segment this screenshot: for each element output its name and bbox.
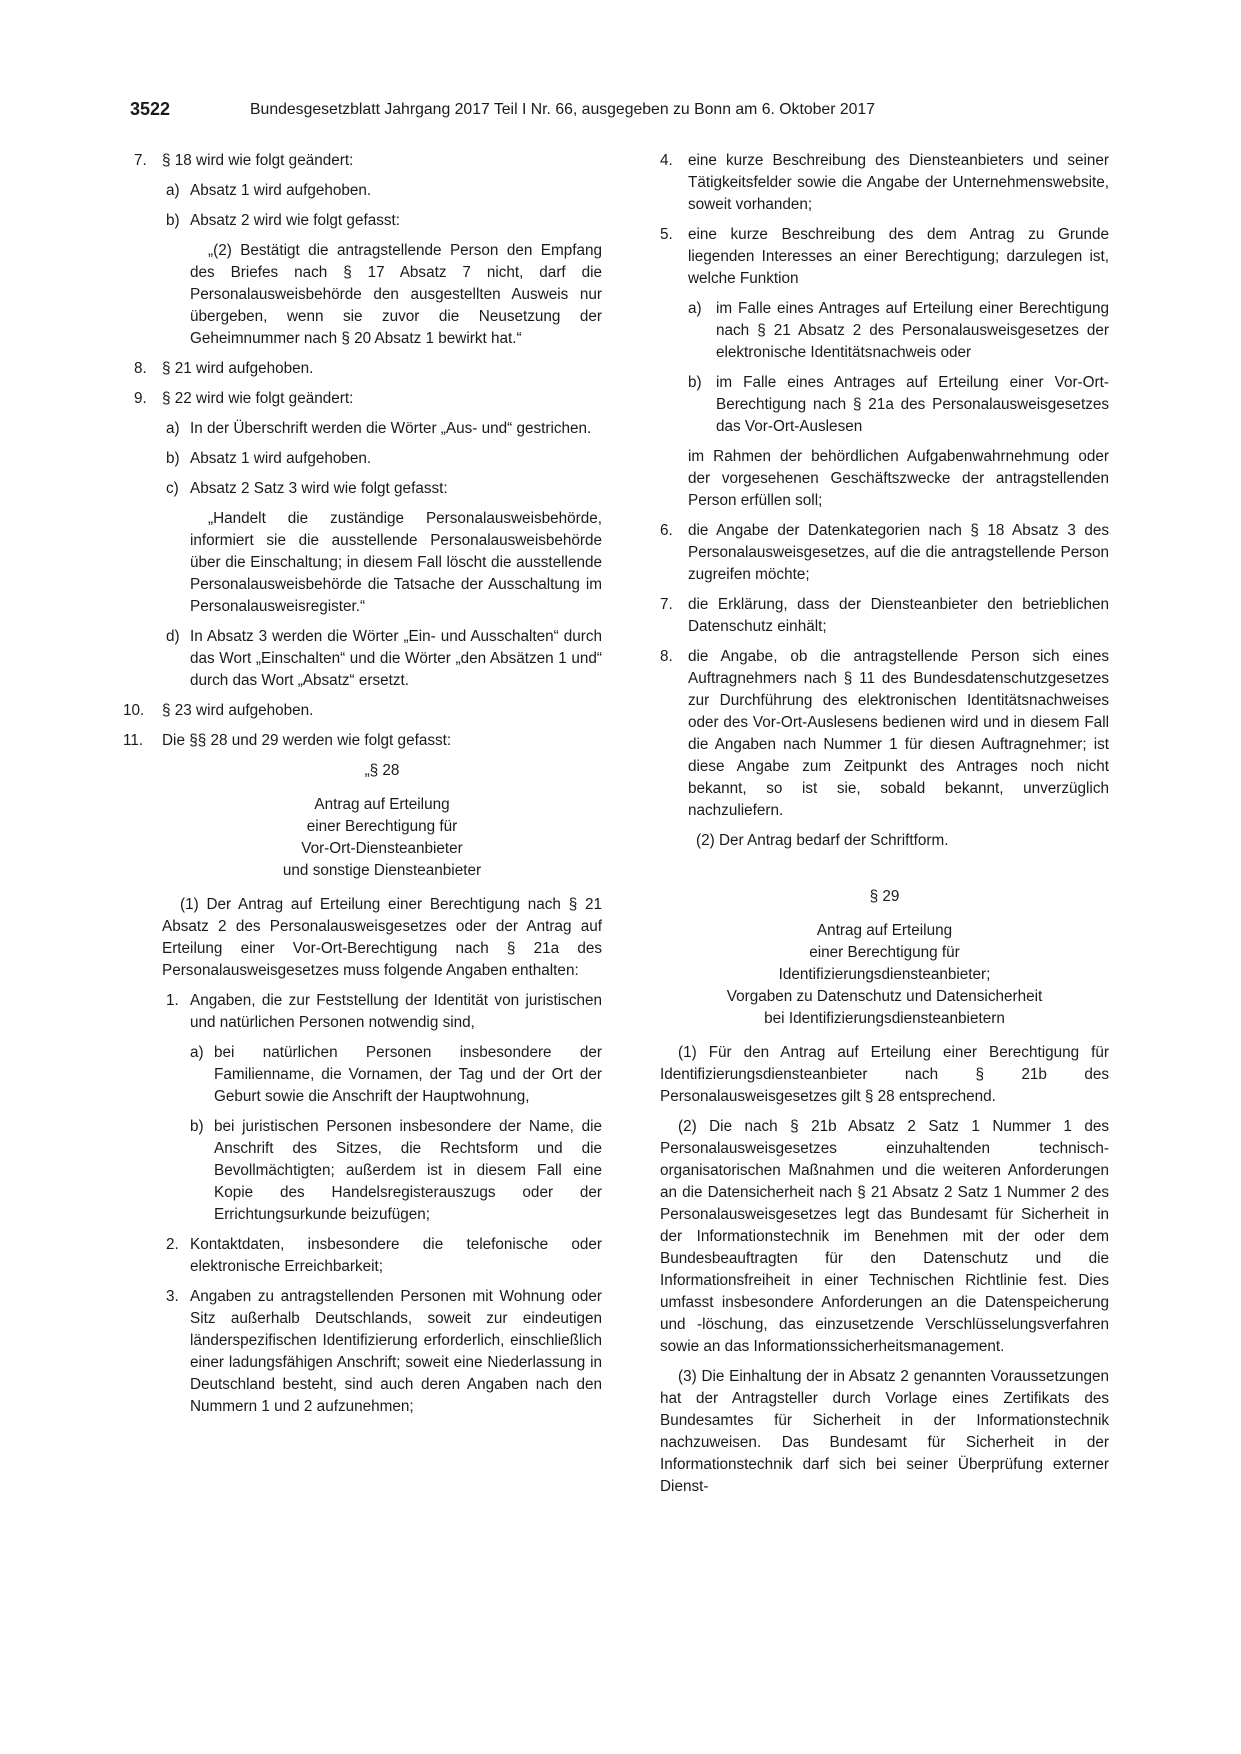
list-item-9a bbox=[130, 418, 602, 440]
list-item-11 bbox=[123, 730, 602, 752]
section-title-line: und sonstige Diensteanbieter bbox=[282, 862, 482, 879]
item-text: Absatz 2 Satz 3 wird wie folgt gefasst: bbox=[190, 480, 448, 497]
item-text: Absatz 2 wird wie folgt gefasst: bbox=[190, 212, 401, 229]
gazette-title: Bundesgesetzblatt Jahrgang 2017 Teil I Nr. 66, ausgegeben zu Bonn am 6. Oktober 2017 bbox=[250, 101, 875, 118]
item-label: b) bbox=[166, 450, 180, 467]
item-label: 3. bbox=[166, 1288, 179, 1305]
section-29-heading bbox=[660, 886, 1109, 1030]
section-title-line: Vor-Ort-Diensteanbieter bbox=[301, 840, 463, 857]
left-column bbox=[123, 150, 602, 1426]
item-label: b) bbox=[190, 1118, 204, 1135]
section-title-line: Identifizierungsdiensteanbieter; bbox=[778, 966, 991, 983]
item-text: die Angabe, ob die antragstellende Person sich eines Auftragnehmers nach § 11 des Bundesdatenschutzgesetzes zur Durchführung des elektronischen Identitätsnachweises oder des Vor-Ort-Auslesens bedienen wird und in diesem Fall die Angaben nach Nummer 1 für diesen Auftragnehmer; ist diese Angabe zum Zeitpunkt des Antrages noch nicht bekannt, so ist sie, sobald bekannt, unverzüglich nachzuliefern. bbox=[688, 648, 1109, 819]
item-text: § 18 wird wie folgt geändert: bbox=[162, 152, 354, 169]
list-item-8 bbox=[130, 358, 602, 380]
list-item-n7 bbox=[660, 594, 1109, 638]
item-label: 9. bbox=[134, 390, 147, 407]
item-label: 7. bbox=[660, 596, 673, 613]
list-item-7a bbox=[130, 180, 602, 202]
paragraph-1: (1) Für den Antrag auf Erteilung einer Berechtigung für Identifizierungsdiensteanbieter nach § 21b des Personalausweisgesetzes gilt § 28 entsprechend. bbox=[660, 1044, 1109, 1105]
section-title-line: Vorgaben zu Datenschutz und Datensicherheit bbox=[726, 988, 1043, 1005]
item-text: eine kurze Beschreibung des dem Antrag zu Grunde liegenden Interesses an einer Berechtigung; darzulegen ist, welche Funktion bbox=[688, 226, 1109, 287]
item-text: Absatz 1 wird aufgehoben. bbox=[190, 450, 372, 467]
page-number: 3522 bbox=[130, 99, 171, 119]
section-title-line: Antrag auf Erteilung bbox=[314, 796, 450, 813]
item-text: die Angabe der Datenkategorien nach § 18 Absatz 3 des Personalausweisgesetzes, auf die die antragstellende Person zugreifen möchte; bbox=[688, 522, 1109, 583]
item-label: a) bbox=[166, 420, 180, 437]
list-item-9 bbox=[130, 388, 602, 410]
item-label: 11. bbox=[123, 732, 144, 749]
section-number: „§ 28 bbox=[364, 762, 400, 779]
list-item-n4 bbox=[660, 150, 1109, 216]
item-text: In der Überschrift werden die Wörter „Aus- und“ gestrichen. bbox=[190, 420, 592, 437]
quoted-text-9: „Handelt die zuständige Personalausweisbehörde, informiert sie die ausstellende Personalausweisbehörde über die Einschaltung; in diesem Fall löscht die ausstellende Personalausweisbehörde die Tatsache der Ausschaltung im Personalausweisregister.“ bbox=[190, 510, 602, 615]
item-label: a) bbox=[166, 182, 180, 199]
item-label: 5. bbox=[660, 226, 673, 243]
item-label: 6. bbox=[660, 522, 673, 539]
item-text: § 22 wird wie folgt geändert: bbox=[162, 390, 354, 407]
item-label: 1. bbox=[166, 992, 179, 1009]
item-text: bei natürlichen Personen insbesondere der Familienname, die Vornamen, der Tag und der Ort der Geburt sowie die Anschrift der Hauptwohnung, bbox=[214, 1044, 602, 1105]
item-text: Die §§ 28 und 29 werden wie folgt gefasst: bbox=[162, 732, 452, 749]
item-label: b) bbox=[688, 374, 702, 391]
list-item-n1a bbox=[130, 1042, 602, 1108]
item-text: In Absatz 3 werden die Wörter „Ein- und Ausschalten“ durch das Wort „Einschalten“ und die Wörter „den Absätzen 1 und“ durch das Wort „Absatz“ ersetzt. bbox=[190, 628, 602, 689]
list-item-n5 bbox=[660, 224, 1109, 290]
paragraph-3: (3) Die Einhaltung der in Absatz 2 genannten Voraussetzungen hat der Antragsteller durch Vorlage eines Zertifikats des Bundesamtes für Sicherheit in der Informationstechnik nachzuweisen. Das Bundesamt für Sicherheit in der Informationstechnik darf sich bei seiner Überprüfung externer Dienst- bbox=[660, 1368, 1109, 1495]
item-text: Angaben, die zur Feststellung der Identität von juristischen und natürlichen Personen notwendig sind, bbox=[190, 992, 602, 1031]
item-text: § 21 wird aufgehoben. bbox=[162, 360, 314, 377]
list-item-10 bbox=[123, 700, 602, 722]
list-item-7 bbox=[130, 150, 602, 172]
item-continuation: im Rahmen der behördlichen Aufgabenwahrnehmung oder der vorgesehenen Geschäftszwecke der antragstellenden Person erfüllen soll; bbox=[688, 448, 1109, 509]
list-item-n1 bbox=[130, 990, 602, 1034]
list-item-n5a bbox=[660, 298, 1109, 364]
list-item-9b bbox=[130, 448, 602, 470]
list-item-n2 bbox=[130, 1234, 602, 1278]
item-text: im Falle eines Antrages auf Erteilung einer Vor-Ort-Berechtigung nach § 21a des Personalausweisgesetzes das Vor-Ort-Auslesen bbox=[716, 374, 1109, 435]
item-label: 2. bbox=[166, 1236, 179, 1253]
section-title-line: bei Identifizierungsdiensteanbietern bbox=[764, 1010, 1005, 1027]
list-item-n6 bbox=[660, 520, 1109, 586]
section-title-line: einer Berechtigung für bbox=[306, 818, 458, 835]
item-label: d) bbox=[166, 628, 180, 645]
item-label: 4. bbox=[660, 152, 673, 169]
item-text: § 23 wird aufgehoben. bbox=[162, 702, 314, 719]
list-item-9c bbox=[130, 478, 602, 500]
item-label: c) bbox=[166, 480, 179, 497]
paragraph-2: (2) Die nach § 21b Absatz 2 Satz 1 Nummer 1 des Personalausweisgesetzes einzuhaltenden technisch-organisatorischen Maßnahmen und die weiteren Anforderungen an die Datensicherheit nach § 21 Absatz 2 Satz 1 Nummer 2 des Personalausweisgesetzes legt das Bundesamt für Sicherheit in der Informationstechnik im Benehmen mit der oder dem Bundesbeauftragten für den Datenschutz und die Informationsfreiheit in einer Technischen Richtlinie fest. Dies umfasst insbesondere Anforderungen an die Datenspeicherung und -löschung, das einzusetzende Verschlüsselungsverfahren sowie an das Informationssicherheitsmanagement. bbox=[660, 1118, 1109, 1355]
item-text: die Erklärung, dass der Diensteanbieter den betrieblichen Datenschutz einhält; bbox=[688, 596, 1109, 635]
list-item-n5b bbox=[660, 372, 1109, 438]
list-item-n8 bbox=[660, 646, 1109, 822]
list-item-n1b bbox=[130, 1116, 602, 1226]
item-label: 8. bbox=[134, 360, 147, 377]
section-title-line: einer Berechtigung für bbox=[809, 944, 960, 961]
list-item-n3 bbox=[130, 1286, 602, 1418]
section-28-heading bbox=[130, 760, 602, 882]
item-text: Angaben zu antragstellenden Personen mit Wohnung oder Sitz außerhalb Deutschlands, soweit zur eindeutigen länderspezifischen Identifizierung erforderlich, einschließlich einer ladungsfähigen Anschrift; soweit eine Niederlassung in Deutschland besteht, sind auch deren Angaben nach den Nummern 1 und 2 aufzunehmen; bbox=[190, 1288, 602, 1415]
quoted-text-7: „(2) Bestätigt die antragstellende Person den Empfang des Briefes nach § 17 Absatz 7 nicht, darf die Personalausweisbehörde den ausgestellten Ausweis nur übergeben, wenn sie zuvor die Neusetzung der Geheimnummer nach § 20 Absatz 1 bewirkt hat.“ bbox=[190, 242, 602, 347]
item-text: Absatz 1 wird aufgehoben. bbox=[190, 182, 372, 199]
item-label: 7. bbox=[134, 152, 147, 169]
item-label: b) bbox=[166, 212, 180, 229]
section-title-line: Antrag auf Erteilung bbox=[816, 922, 953, 939]
item-text: Kontaktdaten, insbesondere die telefonische oder elektronische Erreichbarkeit; bbox=[190, 1236, 602, 1275]
section-number: § 29 bbox=[869, 888, 900, 905]
item-label: a) bbox=[688, 300, 702, 317]
paragraph-2: (2) Der Antrag bedarf der Schriftform. bbox=[696, 832, 949, 849]
list-item-7b bbox=[130, 210, 602, 232]
spacer bbox=[660, 860, 1109, 880]
item-text: im Falle eines Antrages auf Erteilung einer Berechtigung nach § 21 Absatz 2 des Personalausweisgesetzes der elektronische Identitätsnachweis oder bbox=[716, 300, 1109, 361]
paragraph-1: (1) Der Antrag auf Erteilung einer Berechtigung nach § 21 Absatz 2 des Personalausweisgesetzes oder der Antrag auf Erteilung einer Vor-Ort-Berechtigung nach § 21a des Personalausweisgesetzes muss folgende Angaben enthalten: bbox=[162, 896, 602, 979]
item-text: eine kurze Beschreibung des Diensteanbieters und seiner Tätigkeitsfelder sowie die Angabe der Unternehmenswebsite, soweit vorhanden; bbox=[688, 152, 1109, 213]
item-text: bei juristischen Personen insbesondere der Name, die Anschrift des Sitzes, die Rechtsform und die Bevollmächtigten; außerdem ist in diesem Fall eine Kopie des Handelsregisterauszugs oder der Errichtungsurkunde beizufügen; bbox=[214, 1118, 602, 1223]
item-label: 8. bbox=[660, 648, 673, 665]
right-column bbox=[660, 150, 1109, 1506]
item-label: 10. bbox=[123, 702, 145, 719]
list-item-9d bbox=[130, 626, 602, 692]
item-label: a) bbox=[190, 1044, 204, 1061]
